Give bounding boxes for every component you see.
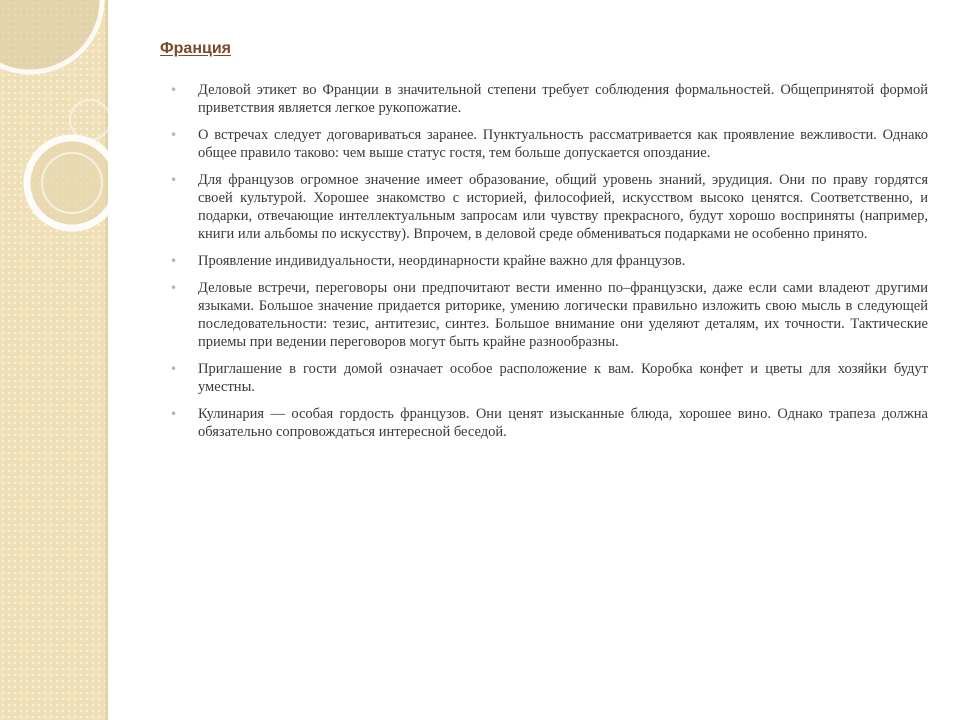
bullet-text: Кулинария — особая гордость французов. Они ценят изысканные блюда, хорошее вино. Однако трапеза должна обязательно сопровождаться интересной беседой. xyxy=(198,406,928,440)
bullet-icon: • xyxy=(170,128,178,142)
bullet-icon: • xyxy=(170,362,178,376)
bullet-text: Деловые встречи, переговоры они предпочитают вести именно по–французски, даже если сами владеют другими языками. Большое значение придается риторике, умению логически правильно изложить свою мысль в следующей последовательности: тезис, антитезис, синтез. Большое внимание они уделяют деталям, их точности. Тактические приемы при ведении переговоров могут быть крайне разнообразны. xyxy=(198,280,928,350)
bullet-icon: • xyxy=(170,83,178,97)
bullet-item xyxy=(170,252,928,270)
bullet-item xyxy=(170,81,928,117)
bullet-item xyxy=(170,360,928,396)
bullet-icon: • xyxy=(170,254,178,268)
bullet-item xyxy=(170,171,928,243)
decorative-circles xyxy=(0,0,108,720)
bullet-text: Деловой этикет во Франции в значительной степени требует соблюдения формальностей. Общепринятой формой приветствия является легкое рукопожатие. xyxy=(198,82,928,116)
bullet-text: Проявление индивидуальности, неординарности крайне важно для французов. xyxy=(198,253,686,269)
decorative-ring-middle xyxy=(27,138,108,228)
bullet-text: О встречах следует договариваться заранее. Пунктуальность рассматривается как проявление вежливости. Однако общее правило таково: чем выше статус гостя, тем больше допускается опоздание. xyxy=(198,127,928,161)
bullet-item xyxy=(170,126,928,162)
slide-title: Франция xyxy=(160,40,231,57)
decorative-ring-lower xyxy=(70,100,108,140)
bullet-text: Для французов огромное значение имеет образование, общий уровень знаний, эрудиция. Они по праву гордятся своей культурой. Хорошее знакомство с историей, философией, искусством высоко ценятся. Соответственно, и подарки, отвечающие интеллектуальным запросам или чувству прекрасного, будут хорошо восприняты (например, книги или альбомы по искусству). Впрочем, в деловой среде обмениваться подарками не особенно принято. xyxy=(198,172,928,242)
bullet-icon: • xyxy=(170,407,178,421)
bullet-list xyxy=(170,81,928,450)
bullet-item xyxy=(170,405,928,441)
bullet-item xyxy=(170,279,928,351)
bullet-icon: • xyxy=(170,281,178,295)
bullet-icon: • xyxy=(170,173,178,187)
decorative-circle-top xyxy=(0,0,102,72)
bullet-text: Приглашение в гости домой означает особое расположение к вам. Коробка конфет и цветы для хозяйки будут уместны. xyxy=(198,361,928,395)
